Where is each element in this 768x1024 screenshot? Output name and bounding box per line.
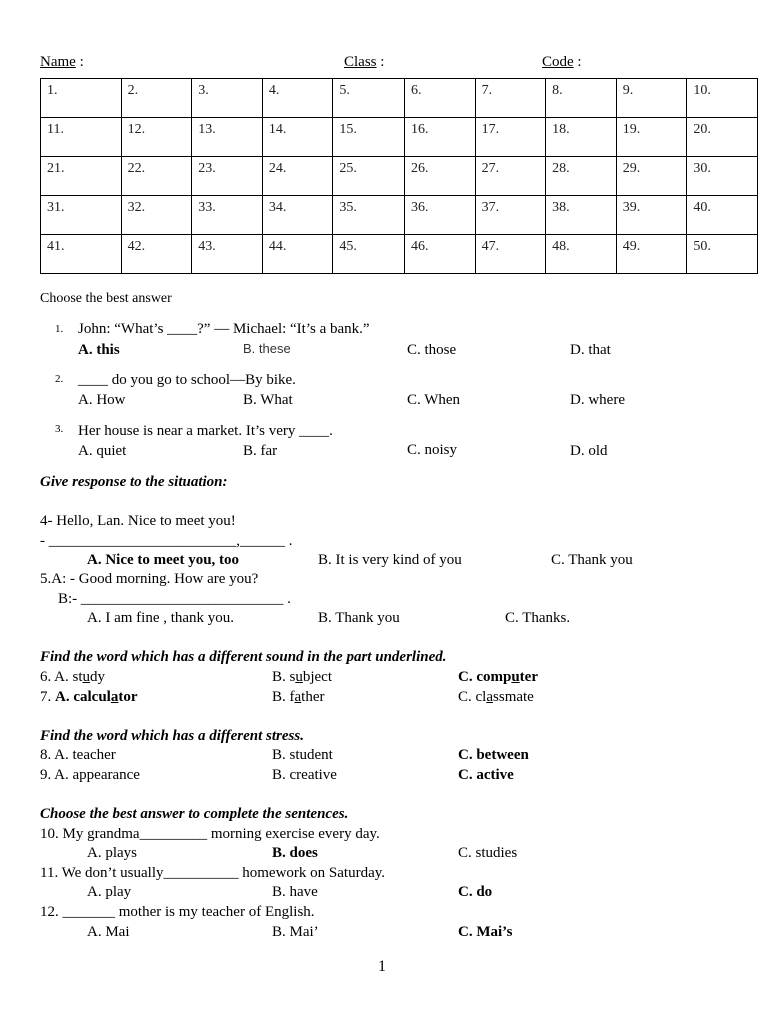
answer-cell[interactable]: 43. [192,235,263,274]
answer-cell[interactable]: 23. [192,157,263,196]
code-label: Code [542,54,574,70]
answer-cell[interactable]: 3. [192,79,263,118]
q7-option-a: 7. A. calculator [40,689,138,705]
q12-stem: 12. _______ mother is my teacher of English. [40,904,315,920]
q3-option-c: C. noisy [407,442,458,458]
q2-option-c: C. When [407,392,461,408]
q9-option-c: C. active [458,767,514,783]
name-label: Name [40,54,76,70]
class-label: Class [344,54,377,70]
underlined-letter: u [295,669,303,685]
answer-cell[interactable]: 7. [475,79,546,118]
answer-cell[interactable]: 50. [687,235,758,274]
answer-cell[interactable]: 45. [333,235,405,274]
name-label-line: Name : [40,54,84,70]
q3-number: 3. [55,423,64,435]
answer-cell[interactable]: 14. [262,118,333,157]
q9-option-b: B. creative [272,767,337,783]
q10-option-b: B. does [272,845,318,861]
q3-stem: Her house is near a market. It’s very ____. [78,423,333,439]
q2-option-d: D. where [570,392,625,408]
answer-cell[interactable]: 2. [121,79,192,118]
q12-option-b: B. Mai’ [272,924,319,940]
q10-option-c: C. studies [458,845,518,861]
answer-cell[interactable]: 30. [687,157,758,196]
answer-cell[interactable]: 34. [262,196,333,235]
grid-row [41,157,758,196]
section2-title: Give response to the situation: [40,474,228,490]
code-label-line: Code : [542,54,582,70]
class-label-line: Class : [344,54,385,70]
answer-cell[interactable]: 36. [405,196,476,235]
q8-option-a: 8. A. teacher [40,747,116,763]
answer-cell[interactable]: 15. [333,118,405,157]
q3-option-d: D. old [570,443,608,459]
answer-cell[interactable]: 48. [546,235,617,274]
answer-cell[interactable]: 42. [121,235,192,274]
underlined-letter: u [511,669,520,685]
q3-option-b: B. far [243,443,278,459]
answer-cell[interactable]: 4. [262,79,333,118]
answer-cell[interactable]: 25. [333,157,405,196]
answer-cell[interactable]: 21. [41,157,122,196]
answer-cell[interactable]: 18. [546,118,617,157]
q5-blank: B:- ___________________________ . [58,591,291,607]
q4-option-b: B. It is very kind of you [318,552,462,568]
q11-option-c: C. do [458,884,493,900]
answer-cell[interactable]: 24. [262,157,333,196]
q1-option-a: A. this [78,342,120,358]
q3-option-a: A. quiet [78,443,127,459]
q1-stem: John: “What’s ____?” — Michael: “It’s a bank.” [78,321,370,337]
q11-option-b: B. have [272,884,318,900]
answer-grid [40,78,758,274]
q8-option-c: C. between [458,747,529,763]
q11-option-a: A. play [87,884,132,900]
q5-stem: 5.A: - Good morning. How are you? [40,571,259,587]
answer-cell[interactable]: 44. [262,235,333,274]
answer-cell[interactable]: 16. [405,118,476,157]
answer-cell[interactable]: 33. [192,196,263,235]
grid-row [41,235,758,274]
answer-cell[interactable]: 28. [546,157,617,196]
q5-option-b: B. Thank you [318,610,400,626]
answer-cell[interactable]: 46. [405,235,476,274]
answer-cell[interactable]: 39. [616,196,687,235]
q12-option-c: C. Mai’s [458,924,513,940]
answer-cell[interactable]: 5. [333,79,405,118]
q2-stem: ____ do you go to school—By bike. [78,372,296,388]
answer-cell[interactable]: 29. [616,157,687,196]
answer-cell[interactable]: 19. [616,118,687,157]
q1-number: 1. [55,323,64,335]
q8-option-b: B. student [272,747,333,763]
answer-cell[interactable]: 47. [475,235,546,274]
answer-cell[interactable]: 8. [546,79,617,118]
answer-cell[interactable]: 41. [41,235,122,274]
answer-cell[interactable]: 27. [475,157,546,196]
answer-cell[interactable]: 49. [616,235,687,274]
grid-row [41,118,758,157]
answer-cell[interactable]: 11. [41,118,122,157]
answer-cell[interactable]: 35. [333,196,405,235]
answer-cell[interactable]: 13. [192,118,263,157]
page-number: 1 [378,958,386,975]
q2-number: 2. [55,373,64,385]
underlined-letter: a [110,689,119,705]
answer-cell[interactable]: 17. [475,118,546,157]
section4-title: Find the word which has a different stress. [40,728,304,744]
q6-option-c: C. computer [458,669,538,685]
section5-title: Choose the best answer to complete the sentences. [40,806,349,822]
answer-cell[interactable]: 10. [687,79,758,118]
answer-cell[interactable]: 20. [687,118,758,157]
underlined-letter: a [294,689,302,705]
q10-option-a: A. plays [87,845,137,861]
q6-option-a: 6. A. study [40,669,106,685]
answer-cell[interactable]: 32. [121,196,192,235]
q9-option-a: 9. A. appearance [40,767,140,783]
q7-option-b: B. father [272,689,325,705]
q4-stem: 4- Hello, Lan. Nice to meet you! [40,513,236,529]
underlined-letter: a [486,689,494,705]
answer-cell[interactable]: 12. [121,118,192,157]
answer-cell[interactable]: 1. [41,79,122,118]
section3-title: Find the word which has a different sound in the part underlined. [40,649,447,665]
q4-option-c: C. Thank you [551,552,633,568]
q11-stem: 11. We don’t usually__________ homework on Saturday. [40,865,386,881]
q1-option-d: D. that [570,342,611,358]
section1-title: Choose the best answer [40,291,172,306]
q5-option-a: A. I am fine , thank you. [87,610,235,626]
q7-option-c: C. classmate [458,689,534,705]
q2-option-a: A. How [78,392,126,408]
underlined-letter: u [82,669,91,685]
q5-option-c: C. Thanks. [505,610,571,626]
q4-blank: - _________________________,______ . [40,533,293,549]
answer-cell[interactable]: 38. [546,196,617,235]
answer-cell[interactable]: 37. [475,196,546,235]
q10-stem: 10. My grandma_________ morning exercise every day. [40,826,380,842]
q1-option-b: B. these [243,341,291,356]
answer-cell[interactable]: 31. [41,196,122,235]
answer-cell[interactable]: 40. [687,196,758,235]
answer-cell[interactable]: 6. [405,79,476,118]
answer-cell[interactable]: 26. [405,157,476,196]
answer-cell[interactable]: 9. [616,79,687,118]
q1-option-c: C. those [407,342,457,358]
q6-option-b: B. subject [272,669,332,685]
q4-option-a: A. Nice to meet you, too [87,552,240,568]
q2-option-b: B. What [243,392,293,408]
q12-option-a: A. Mai [87,924,130,940]
answer-cell[interactable]: 22. [121,157,192,196]
grid-row [41,196,758,235]
grid-row [41,79,758,118]
